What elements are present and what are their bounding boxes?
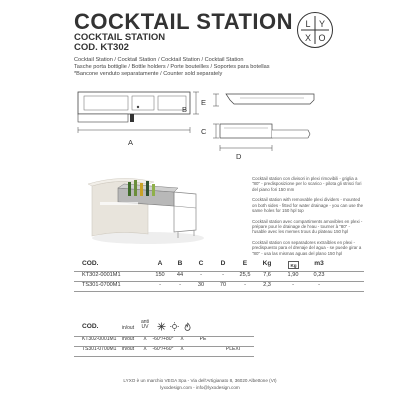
table-header-row (74, 320, 254, 336)
logo-letter: L (305, 19, 311, 29)
description-line: Tasche porta bottiglie / Bottle holders / Porte bouteilles / Soportes para botellas (74, 64, 270, 71)
table-row: KT302-0001M1 150 44 - - 25,5 7,6 1,90 0,23 (82, 272, 325, 278)
table-divider (74, 281, 364, 282)
col-header-c: C (198, 260, 204, 267)
table-divider (74, 356, 254, 357)
table-divider (74, 291, 364, 292)
col-header-anti-uv: anti UV (140, 319, 150, 331)
svg-text:Kg: Kg (289, 263, 297, 268)
dimension-label-c: C (201, 127, 207, 136)
col-header-code: COD. (82, 260, 99, 267)
kg-box-icon (286, 260, 300, 271)
frost-icon (156, 322, 166, 333)
description-line: Cocktail Station / Cocktail Station / Cocktail Station / Cocktail Station (74, 57, 244, 63)
product-code: COD. KT302 (74, 42, 129, 53)
table-row: TS301-0700M1 - - 30 70 - 2,3 - - (82, 282, 320, 288)
table-divider (74, 271, 364, 272)
product-subtitle: COCKTAIL STATION (74, 32, 166, 43)
table-divider (74, 346, 254, 347)
dimension-label-a: A (128, 138, 134, 147)
dimension-label-b: B (182, 105, 188, 114)
note-it: Cocktail station con divisori in plexi rimovibili - griglia a "80" - predisposizione per lo scarico - pilota gli strisci fori del piano fori 150 mm (252, 176, 362, 192)
dimension-label-e: E (201, 98, 207, 107)
note-es: Cocktail station con separadores extraíbles en plexi - predispuesto para el drenaje del agua - se puede girar a "80" - usa las mismas aguas del plano 150 hpl (252, 240, 362, 256)
table-row: TS301-0700M1 in/out X -60°/+60° X PLEXI (82, 346, 241, 352)
front-view-drawing (206, 118, 324, 158)
lyxo-logo-icon (297, 12, 333, 48)
top-view-drawing (74, 86, 207, 154)
description-line: *Bancone venduto separatamente / Counter sold separately (74, 71, 223, 78)
table-row: KT302-0001M1 in/out X -60°/+80° X PE (82, 336, 207, 342)
col-header-kg: Kg (262, 260, 272, 267)
multilingual-notes (252, 176, 364, 262)
note-en: Cocktail station with removable plexi dividers - mounted on both sides - fitted for water drainage - you can use the same holes for 150 hpl top (252, 197, 364, 213)
col-header-in-out: in/out (121, 325, 135, 331)
footer-address: LYXO è un marchio VEGA Spa - Via dell'Artigianato 8, 36020 Albettone (VI) (123, 378, 277, 383)
logo-letter: O (318, 33, 326, 43)
fire-icon (182, 322, 192, 333)
note-fr: Cocktail station avec compartiments amovibles en plexi - prépare pour le drainage de l'eau - tourner à "80" - l'usable avec les memes trous du plateau 150 hpl (252, 218, 363, 235)
table-divider (74, 336, 254, 337)
logo-letter: Y (318, 19, 326, 29)
col-header-b: B (177, 260, 183, 267)
dimensions-table (74, 260, 364, 292)
logo-letter: X (304, 33, 312, 43)
col-header-code: COD. (82, 323, 99, 330)
description-block (74, 57, 374, 79)
col-header-a: A (157, 260, 163, 267)
product-photo (78, 172, 204, 246)
col-header-d: D (220, 260, 226, 267)
page-title: COCKTAIL STATION (74, 9, 294, 34)
sun-icon (169, 322, 179, 333)
col-header-e: E (242, 260, 248, 267)
materials-table (74, 320, 254, 356)
col-header-m3: m3 (314, 260, 324, 267)
footer-contacts[interactable]: lyxodesign.com - info@lyxodesign.com (160, 385, 240, 390)
dimension-label-d: D (236, 152, 242, 161)
